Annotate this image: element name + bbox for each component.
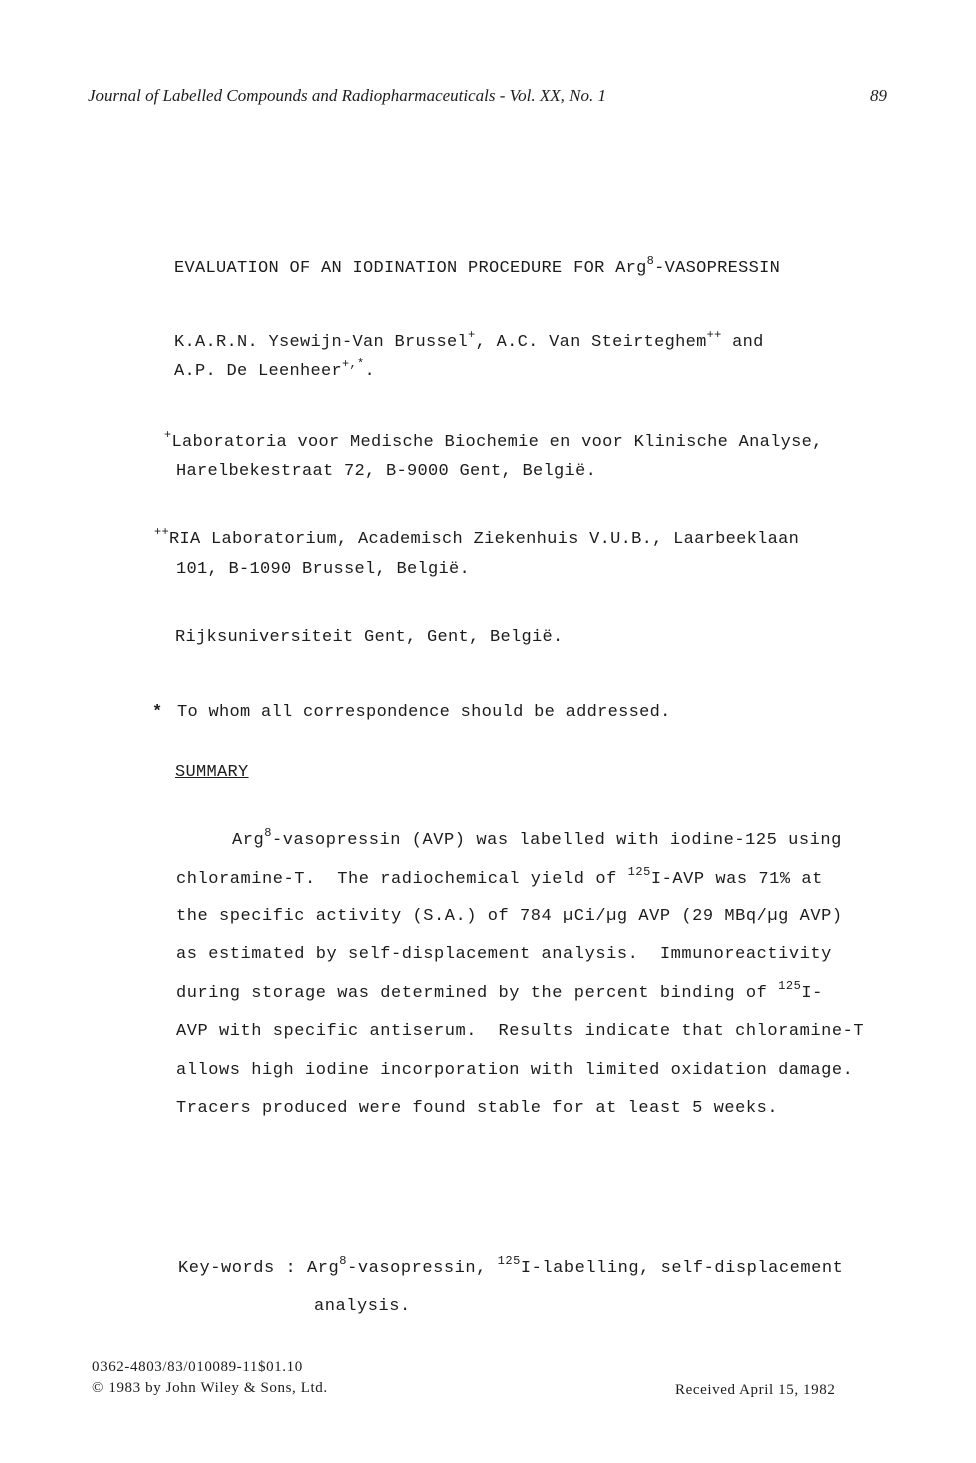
summary-line-2: chloramine-T. The radiochemical yield of $^{125}$I-AVP was 71% at xyxy=(176,865,823,889)
keywords-line-2: analysis. xyxy=(314,1297,411,1316)
running-header xyxy=(88,86,606,106)
summary-line-3: the specific activity (S.A.) of 784 µCi/µg AVP (29 MBq/µg AVP) xyxy=(176,907,843,926)
received-date: Received April 15, 1982 xyxy=(675,1382,836,1398)
affiliation-2: ++RIA Laboratorium, Academisch Ziekenhuis V.U.B., Laarbeeklaan xyxy=(154,525,800,549)
summary-line-7: allows high iodine incorporation with limited oxidation damage. xyxy=(176,1061,854,1080)
authors-line-2: A.P. De Leenheer+,*. xyxy=(174,357,376,381)
article-code: 0362-4803/83/010089-11$01.10 xyxy=(92,1359,303,1375)
keywords-line-1: Key-words : Arg$^8$-vasopressin, $^{125}$I-labelling, self-displacement xyxy=(178,1254,844,1278)
summary-line-4: as estimated by self-displacement analysis. Immunoreactivity xyxy=(176,945,832,964)
journal-title: Journal of Labelled Compounds and Radiopharmaceuticals - Vol. XX, No. 1 xyxy=(88,86,606,105)
summary-line-1: Arg$^8$-vasopressin (AVP) was labelled with iodine-125 using xyxy=(232,826,842,850)
affiliation-1: +Laboratoria voor Medische Biochemie en voor Klinische Analyse, xyxy=(164,428,823,452)
affiliation-2-line-2: 101, B-1090 Brussel, België. xyxy=(176,560,471,579)
article-title: EVALUATION OF AN IODINATION PROCEDURE FOR Arg$^8$-VASOPRESSIN xyxy=(174,254,781,278)
affiliation-3: Rijksuniversiteit Gent, Gent, België. xyxy=(175,628,564,647)
copyright: © 1983 by John Wiley & Sons, Ltd. xyxy=(92,1380,328,1396)
authors-line-1: K.A.R.N. Ysewijn-Van Brussel+, A.C. Van Steirteghem++ and xyxy=(174,328,764,352)
summary-line-6: AVP with specific antiserum. Results indicate that chloramine-T xyxy=(176,1022,865,1041)
affiliation-1-line-2: Harelbekestraat 72, B-9000 Gent, België. xyxy=(176,462,597,481)
page-number: 89 xyxy=(870,86,887,105)
summary-heading: SUMMARY xyxy=(175,763,249,782)
correspondence-note: * To whom all correspondence should be addressed. xyxy=(152,703,671,722)
summary-line-8: Tracers produced were found stable for at least 5 weeks. xyxy=(176,1099,779,1118)
asterisk-mark: * xyxy=(152,703,163,722)
summary-line-5: during storage was determined by the percent binding of $^{125}$I- xyxy=(176,979,823,1003)
